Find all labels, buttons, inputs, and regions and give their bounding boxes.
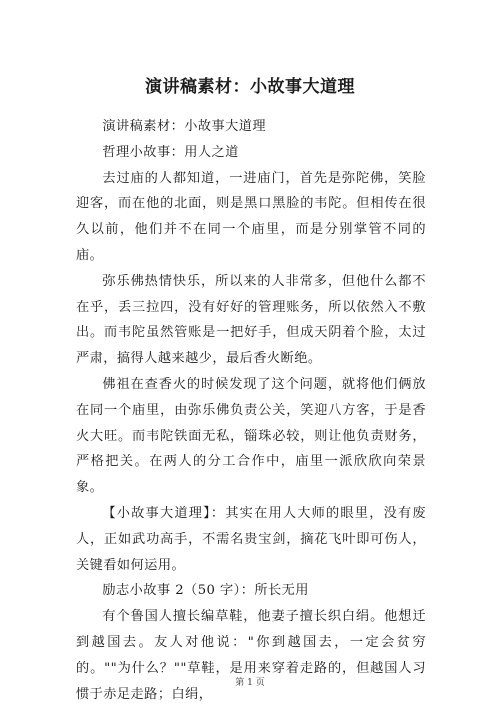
body-paragraph: 佛祖在查香火的时候发现了这个问题，就将他们俩放在同一个庙里，由弥乐佛负责公关，笑迎八方客，于是香火大旺。而韦陀铁面无私，锱珠必较，则让他负责财务，严格把关。在两人的分工合作中，庙里一派欣欣向荣景象。 xyxy=(76,376,426,496)
body-paragraph: 去过庙的人都知道，一进庙门，首先是弥陀佛，笑脸迎客，而在他的北面，则是黑口黑脸的韦陀。但相传在很久以前，他们并不在同一个庙里，而是分别掌管不同的庙。 xyxy=(76,170,426,263)
document-body xyxy=(76,114,426,707)
section-heading-philosophy-story: 哲理小故事：用人之道 xyxy=(102,144,239,160)
section-heading-inspirational-story: 励志小故事 2（50 字）：所长无用 xyxy=(102,583,309,599)
moral-paragraph: 【小故事大道理】：其实在用人大师的眼里，没有废人，正如武功高手，不需名贵宝剑，摘花飞叶即可伤人，关键看如何运用。 xyxy=(76,505,426,573)
body-paragraph: 有个鲁国人擅长编草鞋，他妻子擅长织白绢。他想迁到越国去。友人对他说："你到越国去，一定会贫穷的。""为什么？""草鞋，是用来穿着走路的，但越国人习惯于赤足走路；白绢， xyxy=(76,609,426,702)
subtitle-paragraph: 演讲稿素材：小故事大道理 xyxy=(102,119,267,134)
page-number: 第 1 页 xyxy=(235,678,265,688)
page-title: 演讲稿素材：小故事大道理 xyxy=(145,77,355,97)
body-paragraph: 弥乐佛热情快乐，所以来的人非常多，但他什么都不在乎，丢三拉四，没有好好的管理账务，所以依然入不敷出。而韦陀虽然管账是一把好手，但成天阴着个脸，太过严肃，搞得人越来越少，最后香火断绝。 xyxy=(76,273,426,367)
